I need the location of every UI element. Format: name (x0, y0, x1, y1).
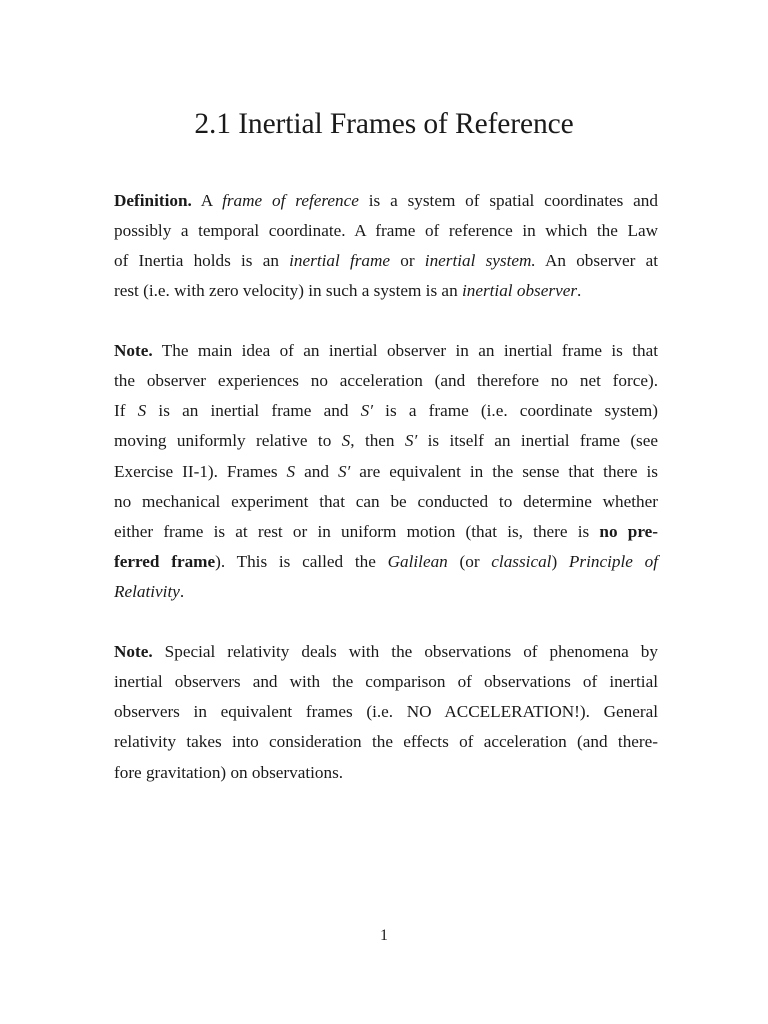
math-symbol: S′ (337, 461, 351, 481)
text-run: are equivalent in the sense that there is (350, 461, 658, 481)
text-run: inertial observers and with the comparison of observations of inertial (114, 672, 658, 692)
text-run: ). This is called the (215, 551, 388, 571)
text-run: is itself an inertial frame (see (417, 431, 658, 451)
text-run: An observer at (535, 251, 658, 271)
text-run: or (390, 251, 425, 271)
text-line (114, 246, 658, 276)
text-run: moving uniformly relative to (114, 431, 342, 451)
text-run: (or (447, 551, 492, 571)
text-run: Special relativity deals with the observations of phenomena by (152, 642, 658, 661)
text-run: the observer experiences no acceleration (and therefore no net force). (114, 371, 658, 391)
text-line (114, 336, 658, 366)
definition-paragraph (114, 186, 658, 307)
text-run: rest (i.e. with zero velocity) in such a system is an (114, 281, 462, 301)
note-label: Note. (114, 341, 153, 360)
emphasis-term: Relativity (114, 582, 180, 602)
math-symbol: S (137, 401, 147, 421)
math-symbol: S′ (360, 401, 373, 421)
text-line (114, 697, 658, 727)
math-symbol: S (286, 461, 296, 481)
bold-term: no pre- (599, 521, 658, 541)
text-run: possibly a temporal coordinate. A frame of reference in which the Law (114, 221, 658, 241)
emphasis-term: inertial frame (289, 251, 391, 271)
page-number: 1 (380, 927, 388, 944)
text-run: Exercise II-1). Frames (114, 461, 287, 481)
emphasis-term: inertial observer (461, 281, 578, 301)
text-run: of Inertia holds is an (114, 251, 290, 271)
text-run: ) (551, 551, 569, 571)
text-line (114, 276, 658, 306)
text-line (114, 457, 658, 487)
text-run: observers in equivalent frames (i.e. NO ACCELERATION!). General (114, 702, 658, 722)
text-line (114, 547, 658, 577)
text-line (114, 487, 658, 517)
note-paragraph-1 (114, 336, 658, 607)
text-line (114, 667, 658, 697)
text-run: no mechanical experiment that can be conducted to determine whether (114, 491, 658, 511)
text-line (114, 517, 658, 547)
text-run: , then (350, 431, 405, 451)
text-run: A (191, 191, 223, 210)
text-run: is a system of spatial coordinates and (358, 191, 658, 210)
text-line (114, 216, 658, 246)
text-run: and (295, 461, 338, 481)
text-run: . (577, 281, 582, 301)
math-symbol: S′ (404, 431, 418, 451)
text-line (114, 758, 658, 788)
text-line (114, 637, 658, 667)
text-line (114, 727, 658, 757)
text-line (114, 426, 658, 456)
text-run: relativity takes into consideration the effects of acceleration (and there- (114, 732, 658, 752)
text-run: If (114, 401, 138, 421)
emphasis-term: Galilean (387, 551, 448, 571)
text-line (114, 577, 658, 607)
section-title: 2.1 Inertial Frames of Reference (194, 108, 574, 140)
text-run: is an inertial frame and (146, 401, 361, 421)
text-run: fore gravitation) on observations. (114, 762, 344, 782)
text-run: . (179, 582, 185, 602)
text-run: The main idea of an inertial observer in an inertial frame is that (152, 341, 658, 360)
text-line (114, 366, 658, 396)
text-line (114, 186, 658, 216)
text-run: is a frame (i.e. coordinate system) (372, 401, 658, 421)
definition-label: Definition. (114, 191, 192, 210)
text-run: either frame is at rest or in uniform motion (that is, there is (114, 521, 600, 541)
note-label: Note. (114, 642, 153, 661)
note-paragraph-2 (114, 637, 658, 788)
bold-term: ferred frame (114, 551, 216, 571)
text-line (114, 396, 658, 426)
emphasis-term: classical (491, 551, 552, 571)
math-symbol: S (341, 431, 351, 451)
emphasis-term: Principle of (568, 551, 658, 571)
emphasis-term: inertial system. (424, 251, 536, 271)
emphasis-term: frame of reference (222, 191, 359, 210)
